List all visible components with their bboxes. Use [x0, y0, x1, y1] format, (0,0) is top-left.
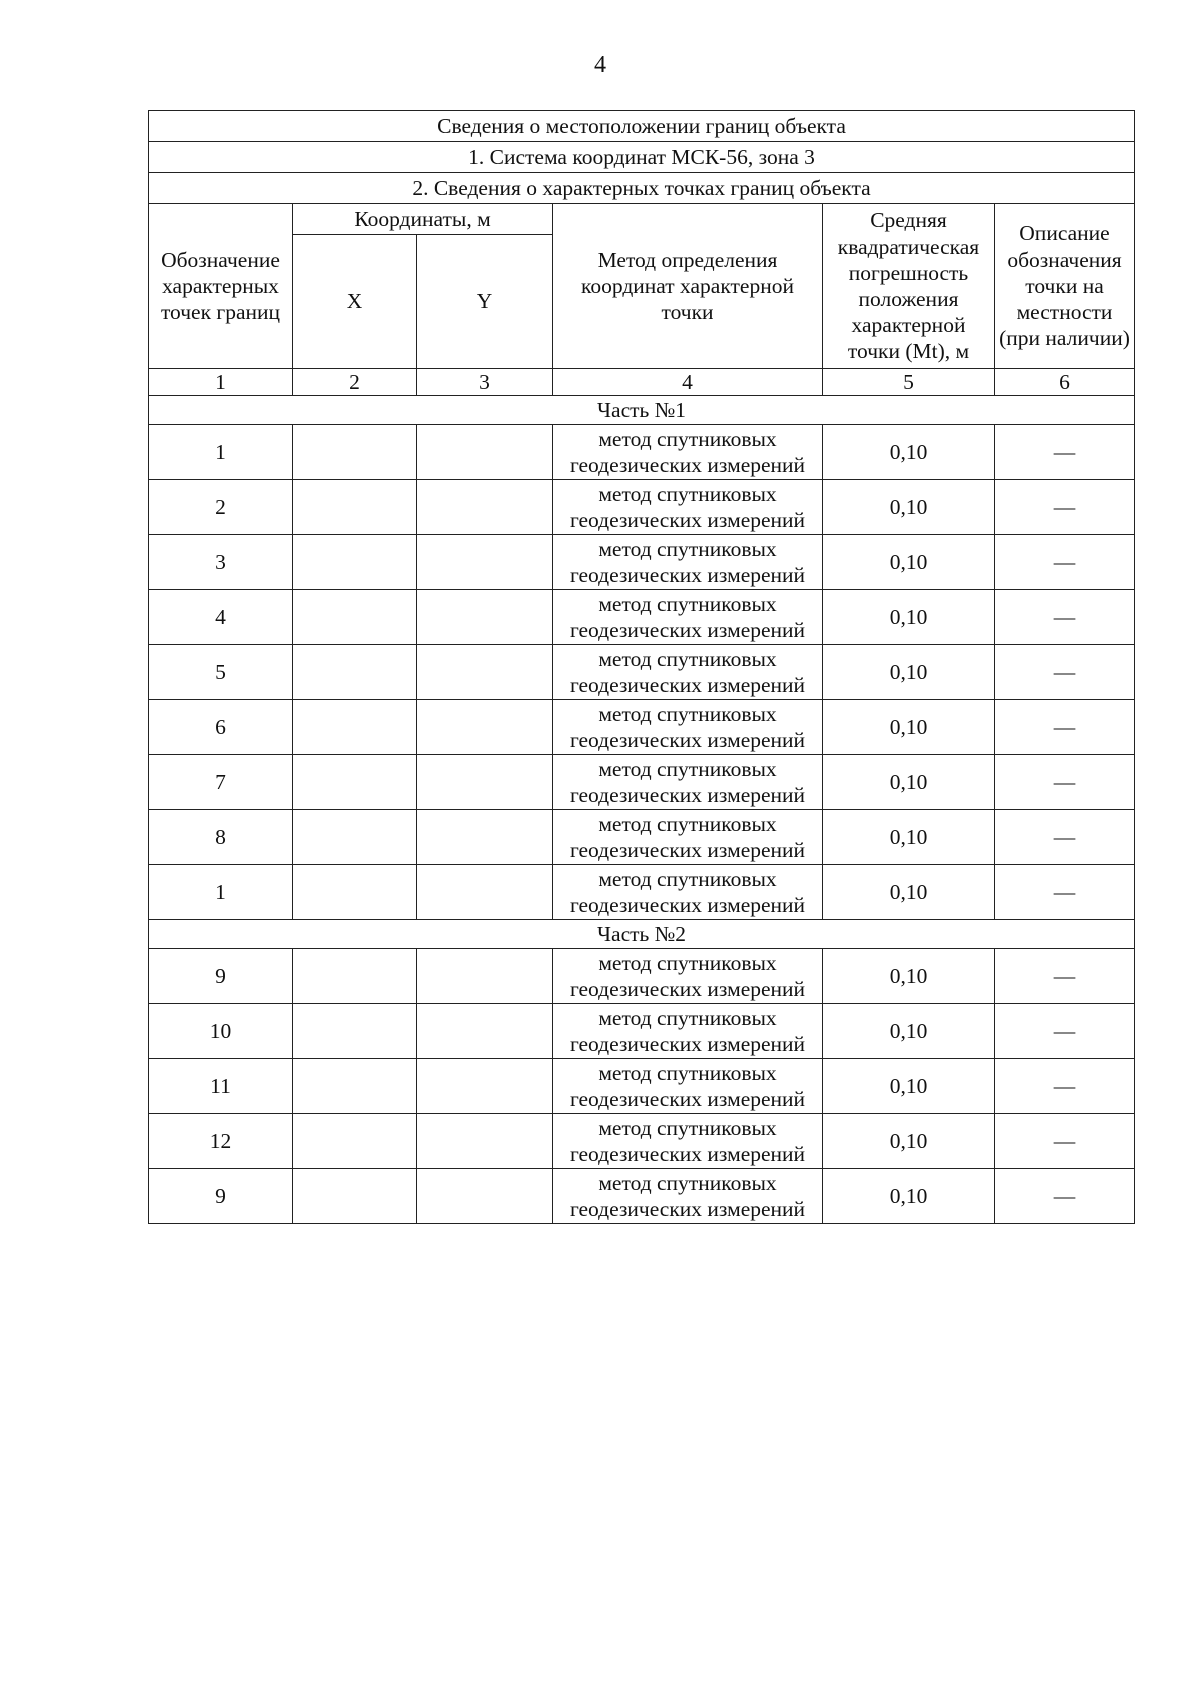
- cell-point: 6: [149, 700, 293, 755]
- cell-description: —: [995, 645, 1135, 700]
- cell-method: метод спутниковых геодезических измерений: [553, 535, 823, 590]
- cell-point: 2: [149, 480, 293, 535]
- cell-description: —: [995, 810, 1135, 865]
- table-row: [149, 645, 1135, 700]
- cell-description: —: [995, 865, 1135, 920]
- cell-point: 8: [149, 810, 293, 865]
- cell-error: 0,10: [823, 535, 995, 590]
- cell-x: [293, 645, 417, 700]
- header-coordinates: Координаты, м: [293, 204, 553, 235]
- table-row: [149, 590, 1135, 645]
- cell-method: метод спутниковых геодезических измерений: [553, 949, 823, 1004]
- cell-x: [293, 810, 417, 865]
- cell-y: [417, 810, 553, 865]
- cell-description: —: [995, 425, 1135, 480]
- cell-x: [293, 1059, 417, 1114]
- cell-method: метод спутниковых геодезических измерений: [553, 1114, 823, 1169]
- cell-y: [417, 425, 553, 480]
- cell-y: [417, 1169, 553, 1224]
- cell-y: [417, 755, 553, 810]
- column-number: 2: [293, 369, 417, 396]
- cell-y: [417, 645, 553, 700]
- coordinate-system: 1. Система координат МСК-56, зона 3: [149, 142, 1135, 173]
- header-y: Y: [417, 235, 553, 369]
- cell-method: метод спутниковых геодезических измерений: [553, 865, 823, 920]
- cell-description: —: [995, 590, 1135, 645]
- table-row: [149, 1114, 1135, 1169]
- cell-description: —: [995, 700, 1135, 755]
- cell-description: —: [995, 755, 1135, 810]
- table-row: [149, 810, 1135, 865]
- cell-method: метод спутниковых геодезических измерений: [553, 755, 823, 810]
- header-x: X: [293, 235, 417, 369]
- column-number: 5: [823, 369, 995, 396]
- cell-point: 10: [149, 1004, 293, 1059]
- cell-error: 0,10: [823, 865, 995, 920]
- header-method: Метод определения координат характерной точки: [553, 204, 823, 369]
- cell-x: [293, 480, 417, 535]
- cell-method: метод спутниковых геодезических измерений: [553, 1169, 823, 1224]
- cell-point: 7: [149, 755, 293, 810]
- cell-x: [293, 1004, 417, 1059]
- cell-y: [417, 949, 553, 1004]
- column-number: 4: [553, 369, 823, 396]
- section-title: Сведения о местоположении границ объекта: [149, 111, 1135, 142]
- cell-error: 0,10: [823, 700, 995, 755]
- cell-x: [293, 700, 417, 755]
- cell-method: метод спутниковых геодезических измерений: [553, 425, 823, 480]
- cell-method: метод спутниковых геодезических измерений: [553, 700, 823, 755]
- cell-description: —: [995, 1004, 1135, 1059]
- part-title: Часть №1: [149, 396, 1135, 425]
- header-error: Средняя квадратическая погрешность положения характерной точки (Mt), м: [823, 204, 995, 369]
- table-row: [149, 535, 1135, 590]
- cell-y: [417, 1059, 553, 1114]
- cell-method: метод спутниковых геодезических измерений: [553, 1004, 823, 1059]
- cell-y: [417, 1114, 553, 1169]
- cell-y: [417, 480, 553, 535]
- cell-point: 1: [149, 865, 293, 920]
- cell-description: —: [995, 1059, 1135, 1114]
- cell-point: 5: [149, 645, 293, 700]
- cell-x: [293, 590, 417, 645]
- cell-error: 0,10: [823, 1169, 995, 1224]
- part-title: Часть №2: [149, 920, 1135, 949]
- table-row: [149, 700, 1135, 755]
- table-row: [149, 755, 1135, 810]
- cell-description: —: [995, 1114, 1135, 1169]
- cell-y: [417, 590, 553, 645]
- cell-y: [417, 700, 553, 755]
- cell-x: [293, 755, 417, 810]
- cell-description: —: [995, 1169, 1135, 1224]
- cell-error: 0,10: [823, 1114, 995, 1169]
- cell-error: 0,10: [823, 425, 995, 480]
- cell-point: 3: [149, 535, 293, 590]
- cell-x: [293, 865, 417, 920]
- table-row: [149, 425, 1135, 480]
- cell-y: [417, 865, 553, 920]
- cell-method: метод спутниковых геодезических измерений: [553, 590, 823, 645]
- cell-point: 9: [149, 1169, 293, 1224]
- cell-x: [293, 535, 417, 590]
- cell-method: метод спутниковых геодезических измерений: [553, 645, 823, 700]
- cell-error: 0,10: [823, 645, 995, 700]
- cell-error: 0,10: [823, 590, 995, 645]
- column-number: 1: [149, 369, 293, 396]
- cell-error: 0,10: [823, 755, 995, 810]
- table-row: [149, 480, 1135, 535]
- table-row: [149, 865, 1135, 920]
- cell-x: [293, 425, 417, 480]
- table-row: [149, 1004, 1135, 1059]
- cell-description: —: [995, 535, 1135, 590]
- cell-y: [417, 535, 553, 590]
- table-row: [149, 1059, 1135, 1114]
- cell-method: метод спутниковых геодезических измерений: [553, 480, 823, 535]
- cell-error: 0,10: [823, 810, 995, 865]
- table-row: [149, 949, 1135, 1004]
- column-number: 3: [417, 369, 553, 396]
- cell-point: 12: [149, 1114, 293, 1169]
- cell-point: 1: [149, 425, 293, 480]
- cell-x: [293, 949, 417, 1004]
- cell-description: —: [995, 949, 1135, 1004]
- column-number: 6: [995, 369, 1135, 396]
- boundary-points-table: [148, 110, 1135, 1224]
- cell-error: 0,10: [823, 1059, 995, 1114]
- table-row: [149, 1169, 1135, 1224]
- header-description: Описание обозначения точки на местности (при наличии): [995, 204, 1135, 369]
- cell-description: —: [995, 480, 1135, 535]
- cell-x: [293, 1114, 417, 1169]
- cell-point: 4: [149, 590, 293, 645]
- cell-x: [293, 1169, 417, 1224]
- cell-point: 11: [149, 1059, 293, 1114]
- cell-point: 9: [149, 949, 293, 1004]
- cell-method: метод спутниковых геодезических измерений: [553, 810, 823, 865]
- cell-y: [417, 1004, 553, 1059]
- cell-method: метод спутниковых геодезических измерений: [553, 1059, 823, 1114]
- cell-error: 0,10: [823, 480, 995, 535]
- page-number: 4: [594, 52, 606, 78]
- header-point-designation: Обозначение характерных точек границ: [149, 204, 293, 369]
- points-info-title: 2. Сведения о характерных точках границ объекта: [149, 173, 1135, 204]
- cell-error: 0,10: [823, 1004, 995, 1059]
- cell-error: 0,10: [823, 949, 995, 1004]
